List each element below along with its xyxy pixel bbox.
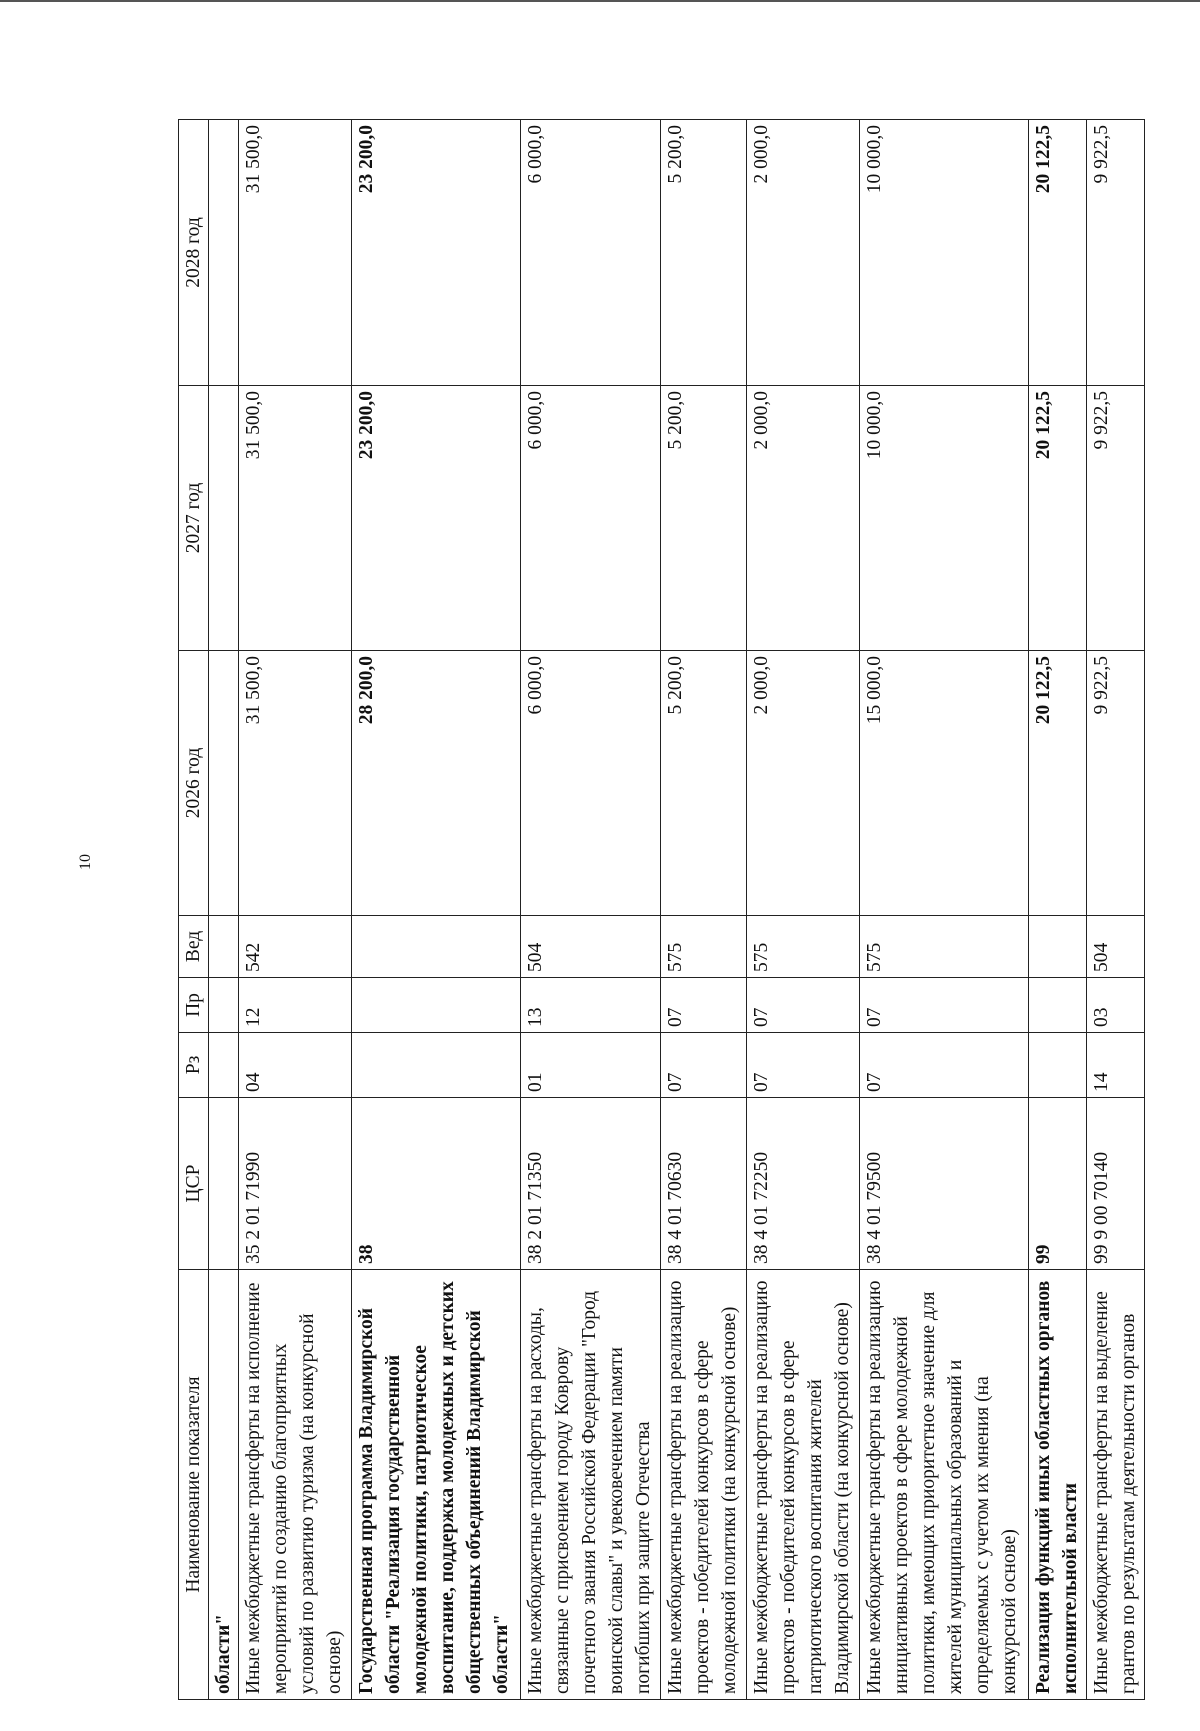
table-row — [1028, 120, 1086, 1700]
row-name: Иные межбюджетные трансферты на реализацию проектов - победителей конкурсов в сфере патриотического воспитания жителей Владимирской области (на конкурсной основе) — [747, 1270, 860, 1700]
table-row — [352, 120, 520, 1700]
continued-row — [209, 120, 239, 1700]
table-row — [520, 120, 661, 1700]
row-csr: 38 4 01 72250 — [747, 1098, 860, 1270]
row-csr: 38 4 01 79500 — [860, 1098, 1028, 1270]
header-rz: Рз — [179, 1033, 209, 1098]
row-2026: 9 922,5 — [1086, 651, 1144, 916]
row-2027: 6 000,0 — [520, 386, 661, 651]
row-pr: 12 — [239, 978, 352, 1033]
header-pr: Пр — [179, 978, 209, 1033]
table-row — [239, 120, 352, 1700]
budget-table — [178, 119, 1145, 1700]
row-pr: 03 — [1086, 978, 1144, 1033]
row-rz: 07 — [860, 1033, 1028, 1098]
row-rz: 01 — [520, 1033, 661, 1098]
rotated-table-wrapper — [178, 120, 1145, 1700]
row-rz: 04 — [239, 1033, 352, 1098]
header-2026: 2026 год — [179, 651, 209, 916]
row-rz: 14 — [1086, 1033, 1144, 1098]
row-2027: 23 200,0 — [352, 386, 520, 651]
row-2026: 5 200,0 — [661, 651, 747, 916]
row-2028: 6 000,0 — [520, 120, 661, 386]
row-csr: 99 — [1028, 1098, 1086, 1270]
header-row — [179, 120, 209, 1700]
row-2026: 2 000,0 — [747, 651, 860, 916]
table-row — [860, 120, 1028, 1700]
row-2028: 20 122,5 — [1028, 120, 1086, 386]
row-2028: 23 200,0 — [352, 120, 520, 386]
table-cell — [209, 120, 239, 386]
continued-text: области" — [209, 1270, 239, 1700]
row-name: Иные межбюджетные трансферты на выделение грантов по результатам деятельности органов — [1086, 1270, 1144, 1700]
row-2026: 15 000,0 — [860, 651, 1028, 916]
row-pr: 13 — [520, 978, 661, 1033]
row-pr: 07 — [747, 978, 860, 1033]
row-ved — [1028, 916, 1086, 978]
row-ved: 542 — [239, 916, 352, 978]
header-ved: Вед — [179, 916, 209, 978]
row-ved: 504 — [1086, 916, 1144, 978]
row-ved: 504 — [520, 916, 661, 978]
row-2028: 10 000,0 — [860, 120, 1028, 386]
row-2026: 6 000,0 — [520, 651, 661, 916]
row-2026: 28 200,0 — [352, 651, 520, 916]
header-name: Наименование показателя — [179, 1270, 209, 1700]
row-name: Иные межбюджетные трансферты на расходы, связанные с присвоением городу Коврову почетного звания Российской Федерации "Город воинской славы" и увековечением памяти погибших при защите Отечества — [520, 1270, 661, 1700]
row-ved: 575 — [747, 916, 860, 978]
row-csr: 35 2 01 71990 — [239, 1098, 352, 1270]
row-name: Иные межбюджетные трансферты на исполнение мероприятий по созданию благоприятных условий по развитию туризма (на конкурсной основе) — [239, 1270, 352, 1700]
row-pr — [1028, 978, 1086, 1033]
row-rz: 07 — [661, 1033, 747, 1098]
row-ved — [352, 916, 520, 978]
page-number: 10 — [77, 854, 94, 870]
header-2027: 2027 год — [179, 386, 209, 651]
row-name: Иные межбюджетные трансферты на реализацию проектов - победителей конкурсов в сфере молодежной политики (на конкурсной основе) — [661, 1270, 747, 1700]
row-2027: 5 200,0 — [661, 386, 747, 651]
row-pr: 07 — [860, 978, 1028, 1033]
table-row — [661, 120, 747, 1700]
table-cell — [209, 916, 239, 978]
row-2028: 5 200,0 — [661, 120, 747, 386]
row-rz — [352, 1033, 520, 1098]
table-row — [747, 120, 860, 1700]
row-ved: 575 — [860, 916, 1028, 978]
row-name: Государственная программа Владимирской области "Реализация государственной молодежной политики, патриотическое воспитание, поддержка молодежных и детских общественных объединений Владимирской области" — [352, 1270, 520, 1700]
table-cell — [209, 386, 239, 651]
table-row — [1086, 120, 1144, 1700]
row-ved: 575 — [661, 916, 747, 978]
row-2026: 31 500,0 — [239, 651, 352, 916]
row-2028: 31 500,0 — [239, 120, 352, 386]
row-csr: 38 2 01 71350 — [520, 1098, 661, 1270]
row-2027: 9 922,5 — [1086, 386, 1144, 651]
table-cell — [209, 1033, 239, 1098]
row-rz — [1028, 1033, 1086, 1098]
row-2028: 9 922,5 — [1086, 120, 1144, 386]
row-name: Реализация функций иных областных органов исполнительной власти — [1028, 1270, 1086, 1700]
row-pr: 07 — [661, 978, 747, 1033]
row-csr: 38 4 01 70630 — [661, 1098, 747, 1270]
row-csr: 38 — [352, 1098, 520, 1270]
top-rule — [0, 0, 1200, 2]
row-2027: 2 000,0 — [747, 386, 860, 651]
row-2028: 2 000,0 — [747, 120, 860, 386]
row-csr: 99 9 00 70140 — [1086, 1098, 1144, 1270]
row-name: Иные межбюджетные трансферты на реализацию инициативных проектов в сфере молодежной политики, имеющих приоритетное значение для жителей муниципальных образований и определяемых с учетом их мнения (на конкурсной основе) — [860, 1270, 1028, 1700]
header-2028: 2028 год — [179, 120, 209, 386]
header-csr: ЦСР — [179, 1098, 209, 1270]
row-pr — [352, 978, 520, 1033]
row-2026: 20 122,5 — [1028, 651, 1086, 916]
row-2027: 10 000,0 — [860, 386, 1028, 651]
row-2027: 20 122,5 — [1028, 386, 1086, 651]
table-cell — [209, 978, 239, 1033]
table-cell — [209, 651, 239, 916]
row-rz: 07 — [747, 1033, 860, 1098]
row-2027: 31 500,0 — [239, 386, 352, 651]
table-cell — [209, 1098, 239, 1270]
